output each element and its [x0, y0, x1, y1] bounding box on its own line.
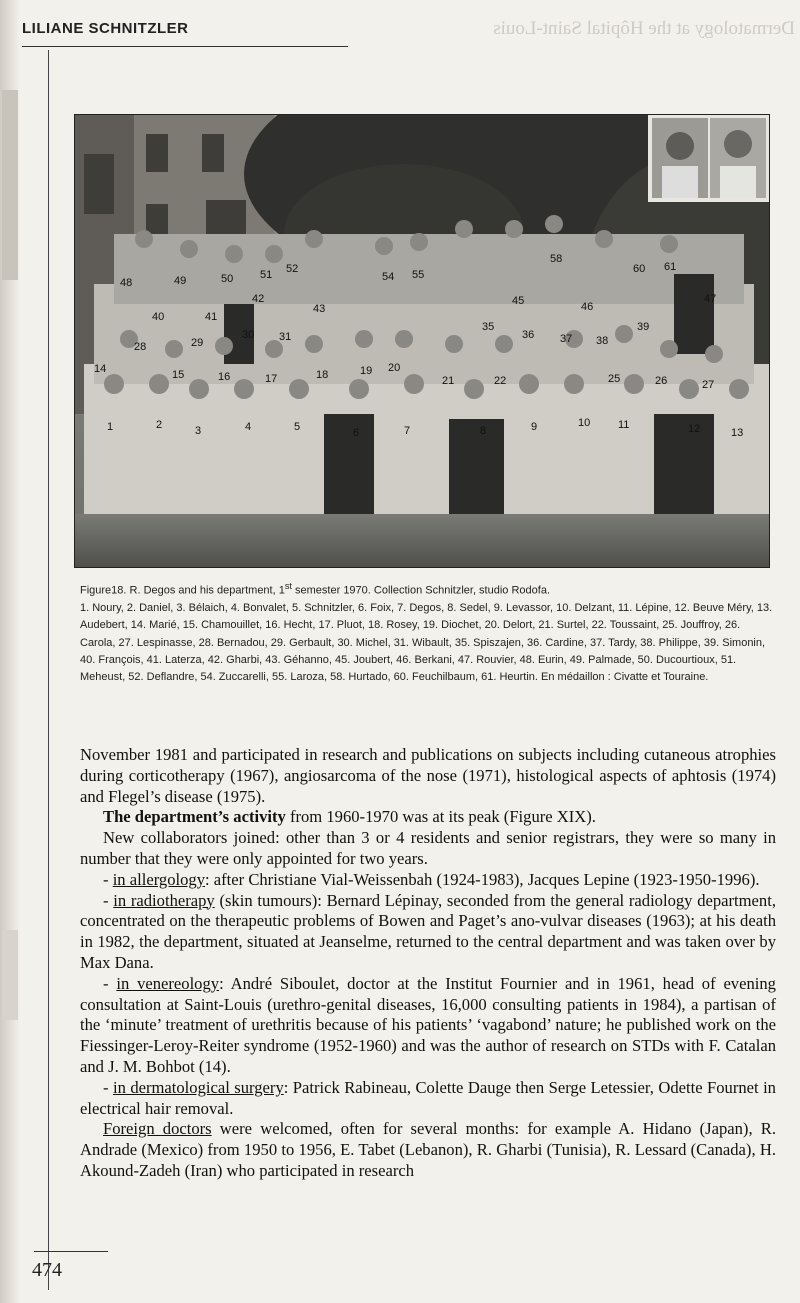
person-label: 42	[252, 293, 265, 305]
caption-title-suffix: semester 1970. Collection Schnitzler, studio Rodofa.	[291, 584, 550, 597]
person-label: 37	[560, 333, 573, 345]
person-label: 50	[221, 273, 234, 285]
header-rule	[22, 46, 348, 47]
person-label: 19	[360, 365, 373, 377]
person-label: 51	[260, 269, 273, 281]
caption-title	[80, 578, 776, 600]
photo-scene	[74, 114, 770, 568]
person-label: 16	[218, 371, 231, 383]
underlined-term: in venereology	[116, 973, 220, 993]
person-label: 13	[731, 427, 744, 439]
underlined-term: Foreign doctors	[103, 1119, 212, 1139]
person-label: 35	[482, 321, 495, 333]
caption-title-prefix: Figure18. R. Degos and his department, 1	[80, 584, 285, 597]
running-header	[22, 20, 189, 38]
person-label: 17	[265, 373, 278, 385]
person-label: 7	[404, 425, 411, 437]
person-label: 11	[618, 419, 630, 431]
paragraph	[80, 891, 776, 974]
person-label: 40	[152, 311, 165, 323]
paragraph-text: : after Christiane Vial-Weissenbah (1924-1983), Jacques Lepine (1923-1950-1996).	[205, 869, 760, 889]
person-label: 14	[94, 363, 107, 375]
paragraph-text: were welcomed, often for several months: for example A. Hidano (Japan), R. Andrade (Mexico) from 1950 to 1956, E. Tabet (Lebanon), R. Gharbi (Tunisia), R. Lessard (Canada), H. Akound-Zadeh (Iran) who participated in research	[80, 1119, 776, 1180]
person-label: 58	[550, 253, 563, 265]
person-label: 31	[279, 331, 292, 343]
dash: -	[103, 1077, 113, 1097]
paragraph	[80, 974, 776, 1078]
dash: -	[103, 973, 117, 993]
paragraph	[80, 1119, 776, 1181]
person-label: 38	[596, 335, 609, 347]
person-label: 52	[286, 263, 299, 275]
paragraph: New collaborators joined: other than 3 or 4 residents and senior registrars, they were so many in number that they were only appointed for two years.	[80, 828, 776, 868]
bleed-through-title: Dermatology at the Hôpital Saint-Louis	[493, 18, 795, 39]
dash: -	[103, 890, 114, 910]
dash: -	[103, 869, 113, 889]
person-label: 48	[120, 277, 133, 289]
person-label: 45	[512, 295, 525, 307]
underlined-term: in dermatological surgery	[112, 1077, 284, 1097]
person-label: 22	[494, 375, 507, 387]
paragraph	[80, 870, 776, 891]
author-name: LILIANE SCHNITZLER	[22, 20, 189, 37]
person-label: 2	[156, 419, 163, 431]
paragraph	[80, 807, 776, 828]
person-label: 30	[242, 329, 255, 341]
bold-phrase: The department’s activity	[103, 807, 286, 827]
footer-rule	[34, 1251, 108, 1252]
margin-rule	[48, 50, 49, 1290]
person-label: 29	[191, 337, 204, 349]
person-label: 4	[245, 421, 252, 433]
person-label: 46	[581, 301, 594, 313]
paragraph: November 1981 and participated in research and publications on subjects including cutaneous atrophies during corticotherapy (1967), angiosarcoma of the nose (1971), histological aspects of aphtosis (1974) and Flegel’s disease (1975).	[80, 745, 776, 806]
gutter-shadow	[2, 930, 18, 1020]
paragraph-text: (skin tumours): Bernard Lépinay, seconded from the general radiology department, concentrated on the therapeutic problems of Bowen and Paget’s ano-vulvar diseases (1963); at his death in 1982, the department, situated at Jeanselme, returned to the central department and was taken over by Max Dana.	[80, 890, 776, 972]
person-label: 55	[412, 269, 425, 281]
person-label: 1	[107, 421, 114, 433]
person-label: 18	[316, 369, 329, 381]
group-photograph	[74, 114, 770, 568]
page-number: 474	[32, 1259, 62, 1281]
underlined-term: in radiotherapy	[113, 890, 215, 910]
underlined-term: in allergology	[112, 869, 206, 889]
person-label: 26	[655, 375, 668, 387]
person-label: 43	[313, 303, 326, 315]
paragraph	[80, 1078, 776, 1120]
caption-names-list: 1. Noury, 2. Daniel, 3. Bélaich, 4. Bonvalet, 5. Schnitzler, 6. Foix, 7. Degos, 8. Sedel, 9. Levassor, 10. Delzant, 11. Lépine, 12. Beuve Méry, 13. Audebert, 14. Marié, 15. Chamouillet, 16. Hecht, 17. Pluot, 18. Rosey, 19. Diochet, 20. Delort, 21. Surtel, 22. Toussaint, 25. Jouffroy, 26. Carola, 27. Lespinasse, 28. Bernadou, 29. Gerbault, 30. Michel, 31. Wibault, 35. Spiszajen, 36. Cardine, 37. Tardy, 38. Philippe, 39. Simonin, 40. François, 41. Laterza, 42. Gharbi, 43. Géhanno, 45. Joubert, 46. Berkani, 47. Rouvier, 48. Eurin, 49. Palmade, 50. Ducourtioux, 51. Meheust, 52. Deflandre, 54. Zuccarelli, 55. Laroza, 58. Hurtado, 60. Feuchilbaum, 61. Heurtin. En médaillon : Civatte et Touraine.	[80, 601, 773, 684]
person-label: 61	[664, 261, 677, 273]
person-label: 8	[480, 425, 487, 437]
paragraph-text: : Patrick Rabineau, Colette Dauge then Serge Letessier, Odette Fournet in electrical hair removal.	[80, 1077, 776, 1118]
person-label: 41	[205, 311, 218, 323]
page-gutter	[0, 0, 20, 1303]
person-label: 6	[353, 427, 360, 439]
person-label: 39	[637, 321, 650, 333]
caption-title-superscript: st	[284, 581, 292, 591]
person-label: 28	[134, 341, 147, 353]
person-label: 36	[522, 329, 535, 341]
paragraph-text: : André Siboulet, doctor at the Institut Fournier and in 1961, head of evening consultation at Saint-Louis (urethro-genital diseases, 16,000 consulting patients in 1984), a partisan of the ‘minute’ treatment of urethritis because of his patients’ ‘vagabond’ nature; he published work on the Fiessinger-Leroy-Reiter syndrome (1952-1960) and was the author of research on STDs with F. Catalan and J. M. Bohbot (14).	[80, 973, 776, 1076]
person-label: 12	[688, 423, 701, 435]
person-label: 5	[294, 421, 301, 433]
figure-caption	[80, 578, 776, 686]
gutter-shadow	[2, 90, 18, 280]
person-label: 9	[531, 421, 538, 433]
person-label: 20	[388, 362, 401, 374]
person-label: 49	[174, 275, 187, 287]
person-label: 54	[382, 271, 395, 283]
person-label: 60	[633, 263, 646, 275]
person-label: 25	[608, 373, 621, 385]
person-label: 15	[172, 369, 185, 381]
person-label: 27	[702, 379, 715, 391]
person-label: 10	[578, 417, 591, 429]
body-text	[80, 745, 776, 1182]
person-label: 3	[195, 425, 202, 437]
paragraph-text: from 1960-1970 was at its peak (Figure XIX).	[285, 807, 596, 827]
person-label: 21	[442, 375, 455, 387]
person-label: 47	[704, 293, 717, 305]
